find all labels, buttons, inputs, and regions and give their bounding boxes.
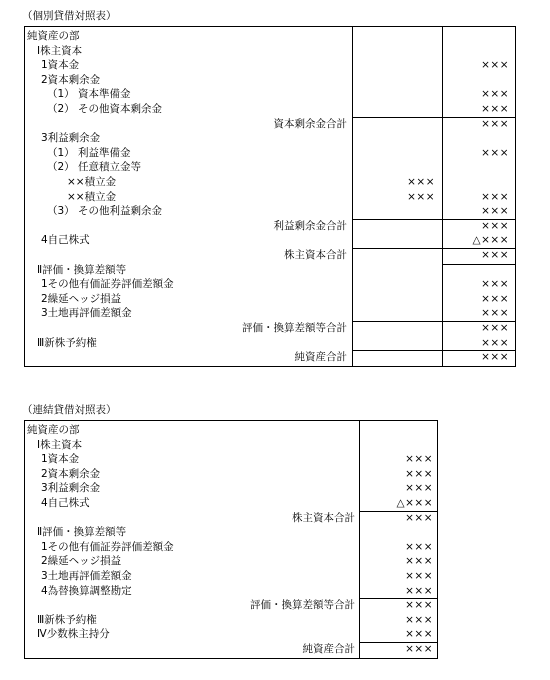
table-row xyxy=(25,555,437,568)
subtotal-rule xyxy=(352,219,515,220)
amount-cell: ××× xyxy=(481,322,509,334)
subtotal-rule xyxy=(359,598,437,599)
row-label: 4自己株式 xyxy=(41,497,90,509)
row-label: 1資本金 xyxy=(41,453,80,466)
row-label: ××積立金 xyxy=(67,176,117,188)
row-label: Ⅲ新株予約権 xyxy=(37,336,97,349)
amount-cell: ××× xyxy=(481,88,509,101)
table-row xyxy=(25,74,515,87)
row-label: 2繰延ヘッジ損益 xyxy=(41,292,122,305)
table-row xyxy=(25,424,437,437)
amount-cell: ××× xyxy=(405,643,433,655)
individual-sheet-title: （個別貸借対照表） xyxy=(22,10,117,22)
row-label: 3利益剰余金 xyxy=(41,482,101,495)
amount-cell: ××× xyxy=(405,628,433,641)
amount-cell: △××× xyxy=(472,234,509,247)
row-label: 4為替換算調整勘定 xyxy=(41,584,132,597)
amount-cell: ××× xyxy=(481,146,509,159)
table-row xyxy=(25,103,515,116)
individual-balance-sheet xyxy=(24,26,516,367)
amount-cell: ××× xyxy=(481,103,509,115)
row-label: 1その他有価証券評価差額金 xyxy=(41,540,174,553)
subtotal-rule xyxy=(352,321,515,322)
subtotal-row xyxy=(25,220,515,233)
amount-cell: ××× xyxy=(407,190,435,203)
table-row xyxy=(25,468,437,481)
row-label: ××積立金 xyxy=(67,190,117,203)
row-label: 3土地再評価差額金 xyxy=(41,307,132,320)
consolidated-balance-sheet xyxy=(24,420,438,659)
table-row xyxy=(25,526,437,539)
amount-cell: ××× xyxy=(405,511,433,524)
subtotal-row xyxy=(25,599,437,612)
table-row xyxy=(25,482,437,495)
row-label: 1その他有価証券評価差額金 xyxy=(41,278,174,291)
amount-cell: ××× xyxy=(481,59,509,72)
subtotal-rule xyxy=(359,642,437,643)
amount-cell: ××× xyxy=(405,599,433,612)
table-row xyxy=(25,161,515,174)
row-label: 1資本金 xyxy=(41,59,80,72)
table-row xyxy=(25,337,515,350)
amount-cell: ××× xyxy=(405,467,433,480)
amount-cell: ××× xyxy=(405,540,433,553)
amount-cell: ××× xyxy=(405,570,433,582)
amount-cell: ××× xyxy=(481,219,509,232)
row-label: 2繰延ヘッジ損益 xyxy=(41,555,122,568)
row-label: 3利益剰余金 xyxy=(41,132,101,145)
subtotal-row xyxy=(25,118,515,131)
row-label: Ⅳ少数株主持分 xyxy=(37,628,110,641)
row-label: Ⅲ新株予約権 xyxy=(37,613,97,626)
amount-cell: △××× xyxy=(396,497,433,509)
amount-cell: ××× xyxy=(481,205,509,218)
amount-cell: ××× xyxy=(481,351,509,364)
row-label: Ⅱ評価・換算差額等 xyxy=(37,526,127,539)
subtotal-row xyxy=(25,249,515,262)
row-label: （2） その他資本剰余金 xyxy=(47,103,163,115)
table-row xyxy=(25,176,515,189)
subtotal-row xyxy=(25,351,515,364)
row-label: 4自己株式 xyxy=(41,234,90,247)
amount-cell: ××× xyxy=(405,555,433,568)
subtotal-label: 評価・換算差額等合計 xyxy=(242,322,347,334)
subtotal-row xyxy=(25,643,437,656)
amount-cell: ××× xyxy=(405,453,433,466)
table-row xyxy=(25,453,437,466)
subtotal-label: 純資産合計 xyxy=(294,351,347,364)
row-label: （2） 任意積立金等 xyxy=(47,161,142,174)
amount-cell: ××× xyxy=(481,278,509,291)
subtotal-row xyxy=(25,322,515,335)
table-row xyxy=(25,59,515,72)
row-label: Ⅱ評価・換算差額等 xyxy=(37,263,127,276)
consolidated-sheet-title: （連結貸借対照表） xyxy=(22,404,117,416)
table-row xyxy=(25,628,437,641)
amount-cell: ××× xyxy=(481,307,509,320)
subtotal-rule xyxy=(359,511,437,512)
amount-cell: ××× xyxy=(481,249,509,261)
table-row xyxy=(25,205,515,218)
table-row xyxy=(25,541,437,554)
table-row xyxy=(25,30,515,43)
subtotal-label: 評価・換算差額等合計 xyxy=(250,599,355,612)
subtotal-row xyxy=(25,512,437,525)
row-label: 純資産の部 xyxy=(27,30,80,42)
row-label: Ⅰ株主資本 xyxy=(37,44,83,57)
row-label: 純資産の部 xyxy=(27,424,80,436)
amount-cell: ××× xyxy=(481,117,509,130)
table-row xyxy=(25,88,515,101)
subtotal-label: 資本剰余金合計 xyxy=(273,117,347,130)
table-row xyxy=(25,585,437,598)
row-label: （1） 利益準備金 xyxy=(47,146,131,159)
amount-cell: ××× xyxy=(405,584,433,597)
table-row xyxy=(25,439,437,452)
subtotal-rule xyxy=(352,248,515,249)
row-label: Ⅰ株主資本 xyxy=(37,438,83,451)
table-row xyxy=(25,234,515,247)
table-row xyxy=(25,45,515,58)
table-row xyxy=(25,147,515,160)
amount-cell: ××× xyxy=(481,336,509,349)
row-label: 2資本剰余金 xyxy=(41,467,101,480)
table-row xyxy=(25,614,437,627)
row-label: 2資本剰余金 xyxy=(41,73,101,86)
amount-cell: ××× xyxy=(481,190,509,203)
amount-rule xyxy=(442,264,515,265)
row-label: （1） 資本準備金 xyxy=(47,88,131,101)
amount-cell: ××× xyxy=(405,613,433,626)
table-row xyxy=(25,264,515,277)
table-row xyxy=(25,497,437,510)
subtotal-label: 株主資本合計 xyxy=(284,249,347,261)
subtotal-rule xyxy=(352,350,515,351)
subtotal-label: 利益剰余金合計 xyxy=(273,219,347,232)
amount-cell: ××× xyxy=(481,292,509,305)
subtotal-rule xyxy=(352,117,515,118)
table-row xyxy=(25,307,515,320)
row-label: （3） その他利益剰余金 xyxy=(47,205,163,218)
table-row xyxy=(25,132,515,145)
table-row xyxy=(25,293,515,306)
amount-cell: ××× xyxy=(407,176,435,188)
subtotal-label: 株主資本合計 xyxy=(292,511,355,524)
subtotal-label: 純資産合計 xyxy=(302,643,355,655)
amount-cell: ××× xyxy=(405,482,433,495)
table-row xyxy=(25,191,515,204)
row-label: 3土地再評価差額金 xyxy=(41,570,132,582)
table-row xyxy=(25,278,515,291)
table-row xyxy=(25,570,437,583)
